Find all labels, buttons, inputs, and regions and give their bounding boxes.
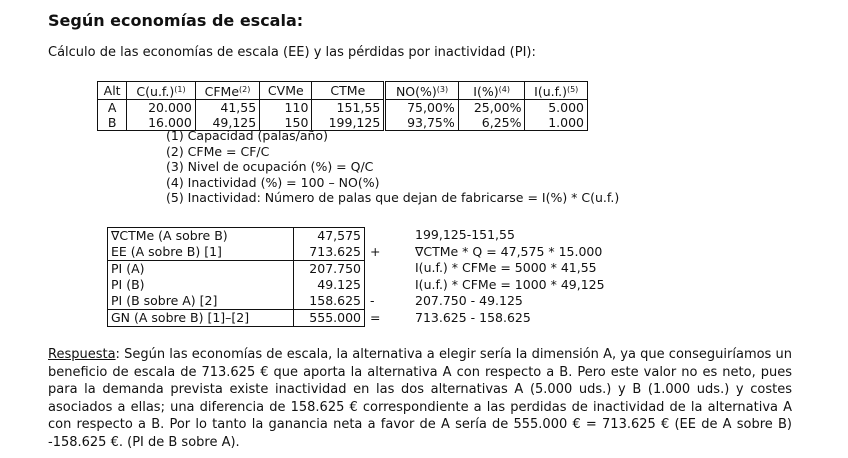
formula: ∇CTMe * Q = 47,575 * 15.000 <box>415 243 603 259</box>
column-header <box>312 82 385 100</box>
operator: = <box>370 309 381 325</box>
column-header <box>458 82 525 100</box>
notes-list <box>166 128 619 206</box>
footnote-ref: (2) <box>239 85 251 94</box>
formulas-column <box>415 227 605 326</box>
note-item: (3) Nivel de ocupación (%) = Q/C <box>166 159 374 174</box>
operator <box>370 260 380 277</box>
formula: 199,125-151,55 <box>415 227 515 242</box>
result-value: 47,575 <box>294 228 365 245</box>
note-item: (5) Inactividad: Número de palas que dejan de fabricarse = I(%) * C(u.f.) <box>166 190 620 205</box>
operators-column <box>370 227 380 326</box>
result-value: 158.625 <box>294 293 365 310</box>
header-label: CTMe <box>330 83 366 98</box>
table-cell: 93,75% <box>385 115 458 131</box>
column-header <box>260 82 312 100</box>
formula: I(u.f.) * CFMe = 5000 * 41,55 <box>415 260 597 275</box>
answer-paragraph <box>48 346 792 452</box>
table-cell: 1.000 <box>525 115 588 131</box>
result-label: EE (A sobre B) [1] <box>111 244 222 259</box>
column-header <box>127 82 196 100</box>
header-label: C(u.f.) <box>136 84 175 99</box>
column-header <box>98 82 127 100</box>
table-cell: 75,00% <box>385 100 458 116</box>
table-cell: 41,55 <box>195 100 259 116</box>
result-value: 713.625 <box>294 244 365 261</box>
table-cell: 16.000 <box>127 115 196 131</box>
result-row <box>108 277 365 293</box>
column-header <box>195 82 259 100</box>
table-cell: 6,25% <box>458 115 525 131</box>
header-label: CVMe <box>267 83 304 98</box>
table-cell: 49,125 <box>195 115 259 131</box>
result-row <box>108 228 365 245</box>
column-header <box>385 82 458 100</box>
header-label: NO(%) <box>395 84 437 99</box>
section-title: Según economías de escala: <box>48 11 304 30</box>
result-value: 207.750 <box>294 261 365 278</box>
table-cell: 20.000 <box>127 100 196 116</box>
result-row <box>108 261 365 278</box>
result-label: ∇CTMe (A sobre B) <box>111 228 228 243</box>
result-row <box>108 293 365 310</box>
result-row <box>108 310 365 327</box>
header-label: Alt <box>103 83 121 98</box>
column-header <box>525 82 588 100</box>
answer-label: Respuesta <box>48 347 116 362</box>
operator: + <box>370 243 381 259</box>
comparison-table <box>97 81 588 131</box>
result-label: PI (A) <box>108 261 294 278</box>
table-row <box>98 100 588 116</box>
footnote-ref: (5) <box>566 85 579 94</box>
table-cell: 151,55 <box>312 100 385 116</box>
footnote-ref: (3) <box>436 85 449 94</box>
operator <box>370 227 380 244</box>
note-item: (4) Inactividad (%) = 100 – NO(%) <box>166 174 380 190</box>
header-label: CFMe <box>204 84 240 99</box>
footnote-ref: (4) <box>498 85 510 94</box>
result-label: GN (A sobre B) [1]–[2] <box>108 310 294 327</box>
table-cell: 150 <box>260 115 312 131</box>
note-item: (2) CFMe = CF/C <box>166 143 270 159</box>
result-row <box>108 244 365 261</box>
header-label: I(%) <box>473 84 499 99</box>
table-cell: 5.000 <box>525 100 588 116</box>
subtitle: Cálculo de las economías de escala (EE) y las pérdidas por inactividad (PI): <box>48 45 536 60</box>
result-value: 49.125 <box>294 277 365 293</box>
table-cell: 199,125 <box>312 115 385 131</box>
header-label: I(u.f.) <box>534 84 567 99</box>
table-cell: B <box>98 115 127 131</box>
formula: I(u.f.) * CFMe = 1000 * 49,125 <box>415 276 605 292</box>
answer-text: : Según las economías de escala, la alternativa a elegir sería la dimensión A, ya que conseguiríamos un beneficio de escala de 713.625 € que aporta la alternativa A con respecto a B. Pero este valor no es neto, pues para la demanda prevista existe inactividad en las dos alternativas A (5.000 uds.) y B (1.000 uds.) y costes asociados a ellas; una diferencia de 158.625 € correspondiente a las perdidas de inactividad de la alternativa A con respecto a B. Por lo tanto la ganancia neta a favor de A sería de 555.000 € = 713.625 € (EE de A sobre B) -158.625 €. (PI de B sobre A). <box>48 347 792 450</box>
operator: - <box>370 293 375 308</box>
formula: 713.625 - 158.625 <box>415 309 531 325</box>
result-value: 555.000 <box>294 310 365 327</box>
result-label: PI (B sobre A) [2] <box>111 293 218 308</box>
results-table <box>107 227 365 327</box>
table-cell: 110 <box>260 100 312 116</box>
table-cell: A <box>98 100 127 116</box>
result-label: PI (B) <box>111 277 145 292</box>
table-cell: 25,00% <box>458 100 525 116</box>
formula: 207.750 - 49.125 <box>415 293 523 308</box>
note-item: (1) Capacidad (palas/año) <box>166 128 328 143</box>
operator <box>370 277 380 294</box>
footnote-ref: (1) <box>174 85 186 94</box>
